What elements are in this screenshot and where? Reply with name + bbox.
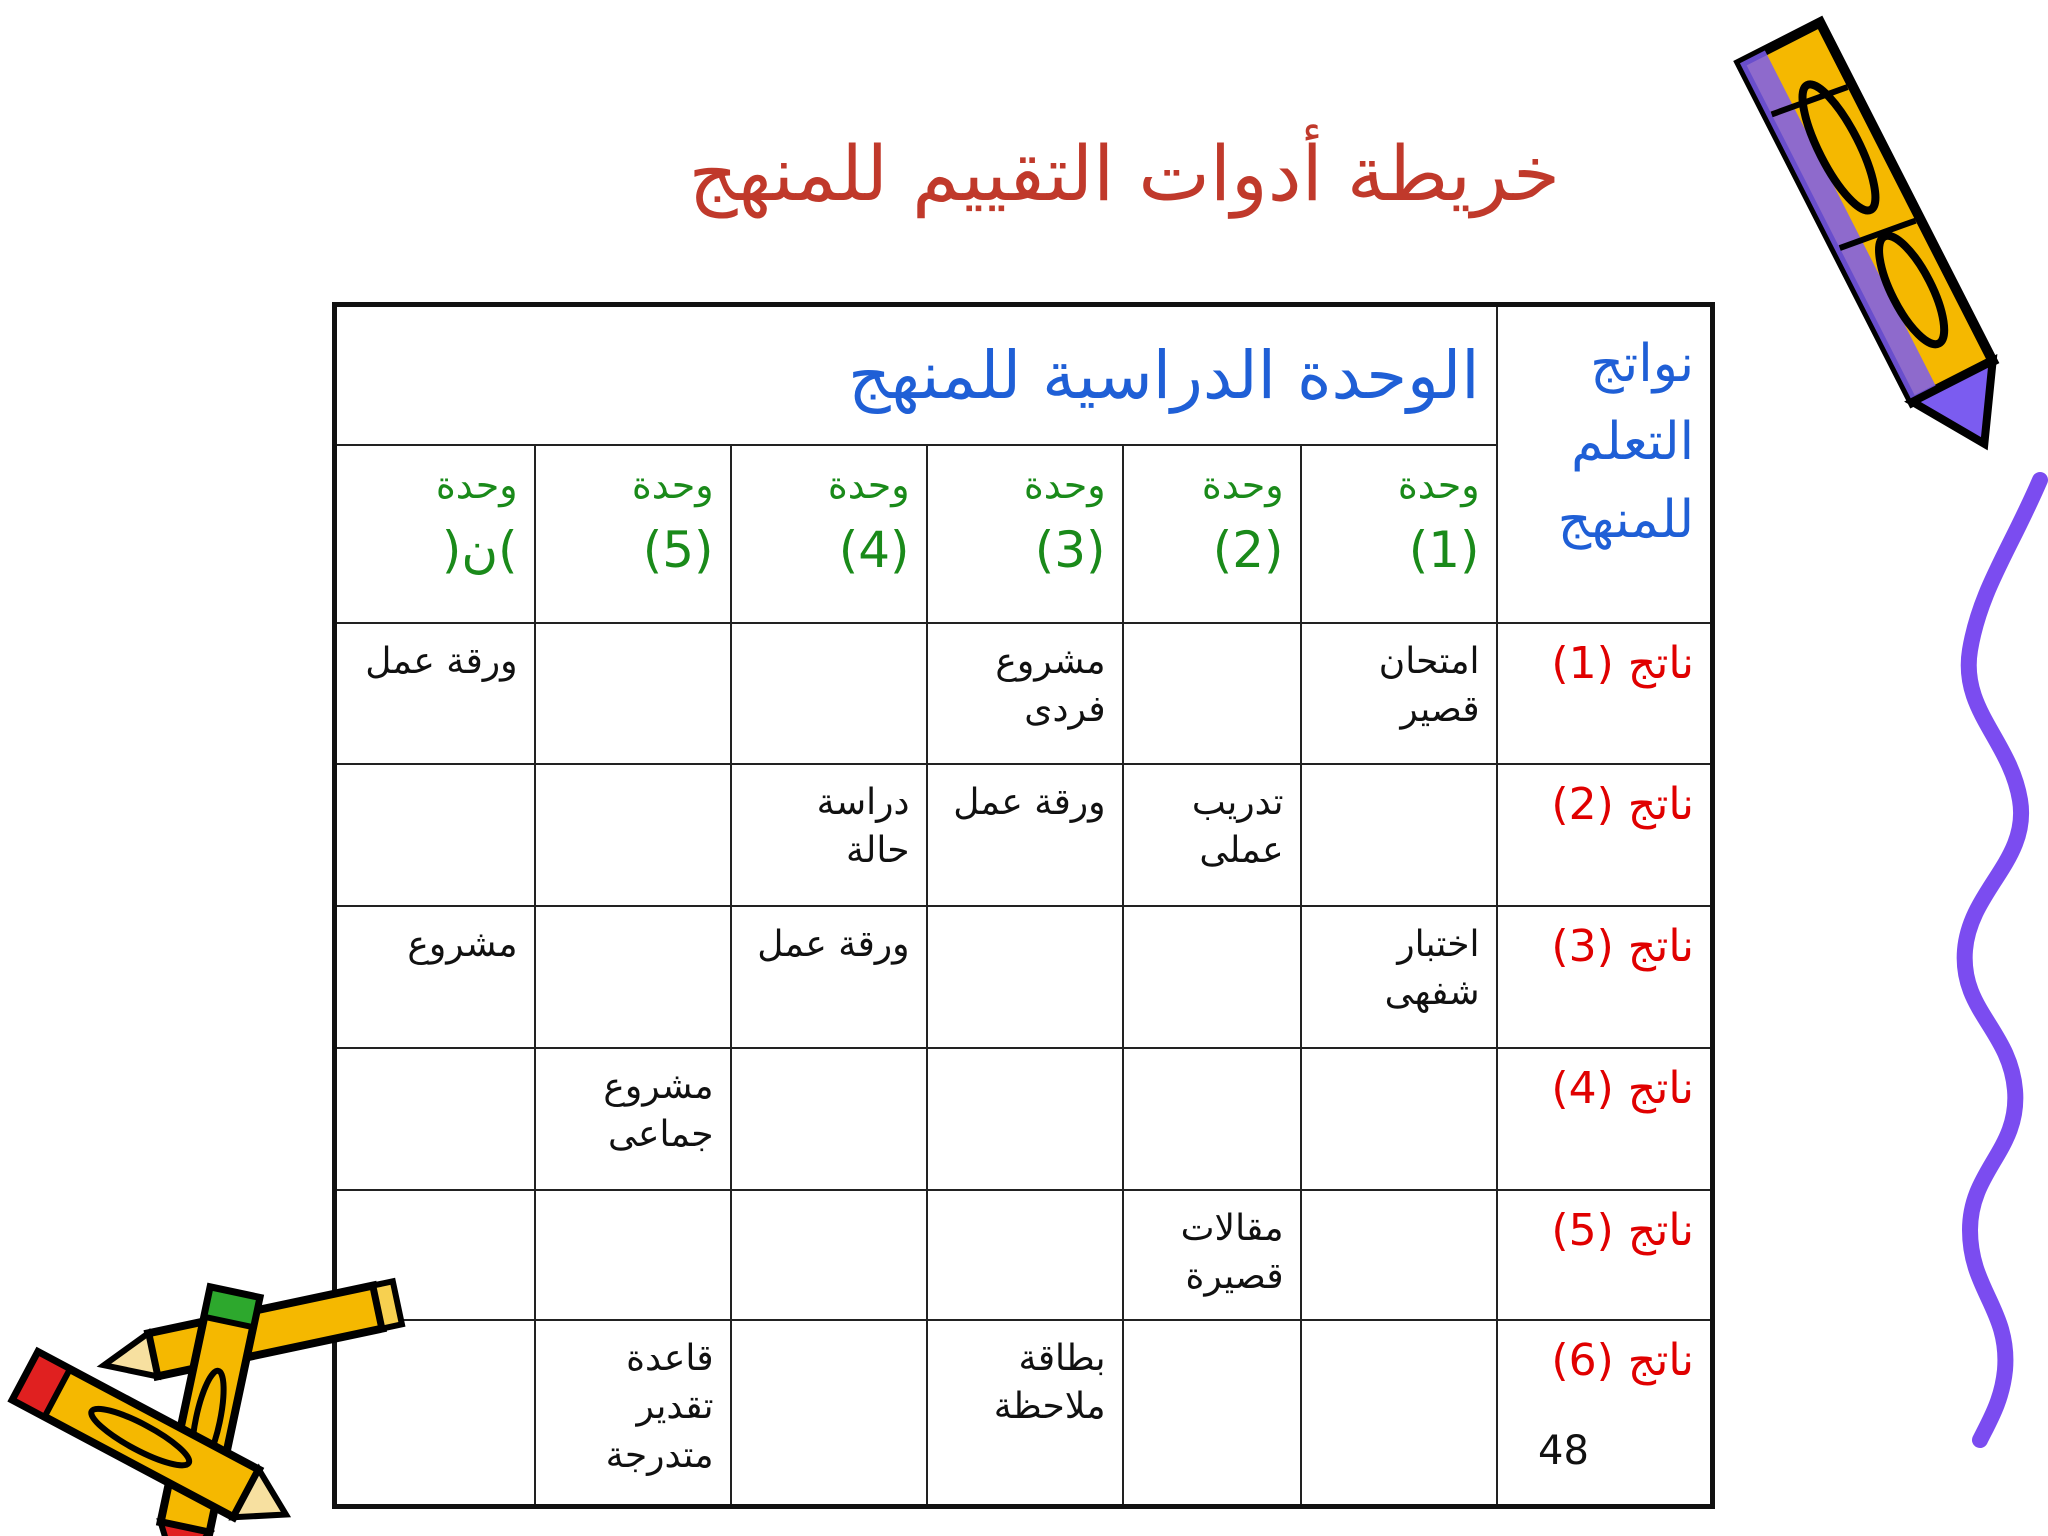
tool-cell: مقالات قصيرة bbox=[1123, 1190, 1301, 1320]
units-header: الوحدة الدراسية للمنهج bbox=[335, 305, 1497, 445]
tool-cell bbox=[1123, 623, 1301, 764]
tool-cell bbox=[1301, 1190, 1497, 1320]
outcome-label: ناتج (2) bbox=[1497, 764, 1713, 906]
tool-cell bbox=[731, 623, 927, 764]
tool-cell bbox=[335, 764, 535, 906]
tool-cell bbox=[535, 764, 731, 906]
squiggle-line-icon bbox=[1950, 470, 2048, 1450]
tool-cell: دراسة حالة bbox=[731, 764, 927, 906]
outcome-label: ناتج (4) bbox=[1497, 1048, 1713, 1190]
outcomes-header: نواتج التعلم للمنهج bbox=[1497, 305, 1713, 623]
tool-cell: امتحان قصير bbox=[1301, 623, 1497, 764]
tool-cell bbox=[1301, 764, 1497, 906]
table-row bbox=[335, 1048, 1713, 1190]
tool-cell bbox=[1301, 1320, 1497, 1507]
unit-header-4: وحدة (4) bbox=[731, 445, 927, 623]
tool-cell: مشروع فردى bbox=[927, 623, 1123, 764]
tool-cell bbox=[335, 1048, 535, 1190]
tool-cell bbox=[535, 623, 731, 764]
tool-cell bbox=[1301, 1048, 1497, 1190]
unit-header-2: وحدة (2) bbox=[1123, 445, 1301, 623]
tool-cell: ورقة عمل bbox=[927, 764, 1123, 906]
slide-title: خريطة أدوات التقييم للمنهج bbox=[688, 129, 1560, 218]
outcome-label: ناتج (1) bbox=[1497, 623, 1713, 764]
outcome-label: ناتج (3) bbox=[1497, 906, 1713, 1048]
page-number: 48 bbox=[1538, 1428, 1589, 1474]
tool-cell bbox=[927, 1190, 1123, 1320]
tool-cell: قاعدة تقدير متدرجة bbox=[535, 1320, 731, 1507]
crossed-pencils-icon bbox=[0, 1240, 420, 1536]
tool-cell bbox=[731, 1048, 927, 1190]
assessment-map-table bbox=[332, 302, 1715, 1509]
table-row bbox=[335, 623, 1713, 764]
tool-cell bbox=[731, 1320, 927, 1507]
tool-cell: تدريب عملى bbox=[1123, 764, 1301, 906]
tool-cell: بطاقة ملاحظة bbox=[927, 1320, 1123, 1507]
tool-cell bbox=[927, 906, 1123, 1048]
tool-cell: ورقة عمل bbox=[731, 906, 927, 1048]
tool-cell bbox=[1123, 906, 1301, 1048]
tool-cell bbox=[927, 1048, 1123, 1190]
unit-header-n: وحدة )ن( bbox=[335, 445, 535, 623]
unit-header-5: وحدة (5) bbox=[535, 445, 731, 623]
pencil-icon bbox=[1730, 0, 2030, 500]
outcome-label: ناتج (5) bbox=[1497, 1190, 1713, 1320]
tool-cell bbox=[1123, 1320, 1301, 1507]
table-row bbox=[335, 764, 1713, 906]
tool-cell bbox=[731, 1190, 927, 1320]
tool-cell bbox=[535, 906, 731, 1048]
table-row bbox=[335, 1320, 1713, 1507]
tool-cell: مشروع جماعى bbox=[535, 1048, 731, 1190]
tool-cell: مشروع bbox=[335, 906, 535, 1048]
tool-cell bbox=[1123, 1048, 1301, 1190]
tool-cell: اختبار شفهى bbox=[1301, 906, 1497, 1048]
unit-header-3: وحدة (3) bbox=[927, 445, 1123, 623]
tool-cell bbox=[535, 1190, 731, 1320]
tool-cell: ورقة عمل bbox=[335, 623, 535, 764]
table-row bbox=[335, 906, 1713, 1048]
table-row bbox=[335, 1190, 1713, 1320]
outcome-label: ناتج (6) bbox=[1497, 1320, 1713, 1507]
unit-header-1: وحدة (1) bbox=[1301, 445, 1497, 623]
